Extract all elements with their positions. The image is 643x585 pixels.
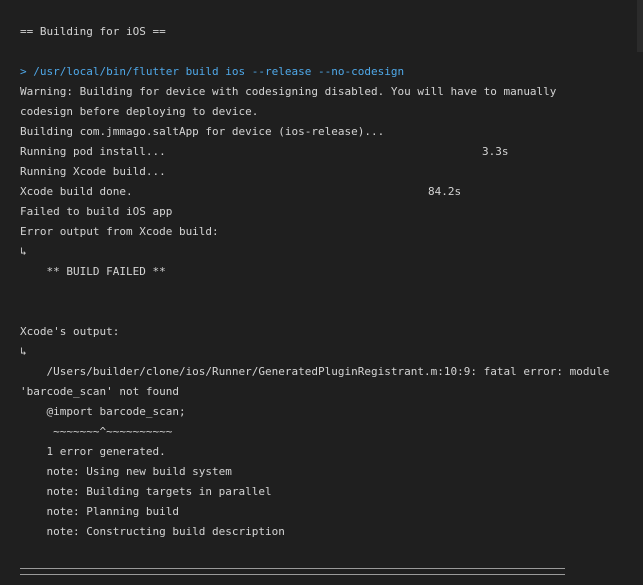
- command-line: > /usr/local/bin/flutter build ios --release --no-codesign: [20, 65, 405, 78]
- note-line-4: note: Constructing build description: [20, 525, 285, 538]
- building-line: Building com.jmmago.saltApp for device (ios-release)...: [20, 125, 385, 138]
- warning-line-1: Warning: Building for device with codesigning disabled. You will have to manually: [20, 85, 557, 98]
- import-line: @import barcode_scan;: [20, 405, 186, 418]
- build-failed-line: ** BUILD FAILED **: [20, 265, 166, 278]
- note-line-1: note: Using new build system: [20, 465, 232, 478]
- note-line-3: note: Planning build: [20, 505, 179, 518]
- section-divider: [20, 568, 565, 575]
- arrow-line-2: ↳: [20, 345, 27, 358]
- caret-line: ~~~~~~~^~~~~~~~~~~: [20, 425, 173, 438]
- note-line-2: note: Building targets in parallel: [20, 485, 272, 498]
- xcode-running-line: Running Xcode build...: [20, 165, 166, 178]
- fatal-error-line-1: /Users/builder/clone/ios/Runner/GeneratedPluginRegistrant.m:10:9: fatal error: module: [20, 365, 610, 378]
- errors-generated-line: 1 error generated.: [20, 445, 166, 458]
- pod-install-time: 3.3s: [482, 145, 509, 158]
- scrollbar[interactable]: [637, 0, 643, 52]
- error-output-line: Error output from Xcode build:: [20, 225, 219, 238]
- build-header: == Building for iOS ==: [20, 25, 166, 38]
- arrow-line-1: ↳: [20, 245, 27, 258]
- xcode-done-line: Xcode build done.: [20, 185, 133, 198]
- pod-install-line: Running pod install...: [20, 145, 166, 158]
- xcode-done-time: 84.2s: [428, 185, 462, 198]
- warning-line-2: codesign before deploying to device.: [20, 105, 259, 118]
- xcode-output-line: Xcode's output:: [20, 325, 120, 338]
- failed-line: Failed to build iOS app: [20, 205, 173, 218]
- fatal-error-line-2: 'barcode_scan' not found: [20, 385, 179, 398]
